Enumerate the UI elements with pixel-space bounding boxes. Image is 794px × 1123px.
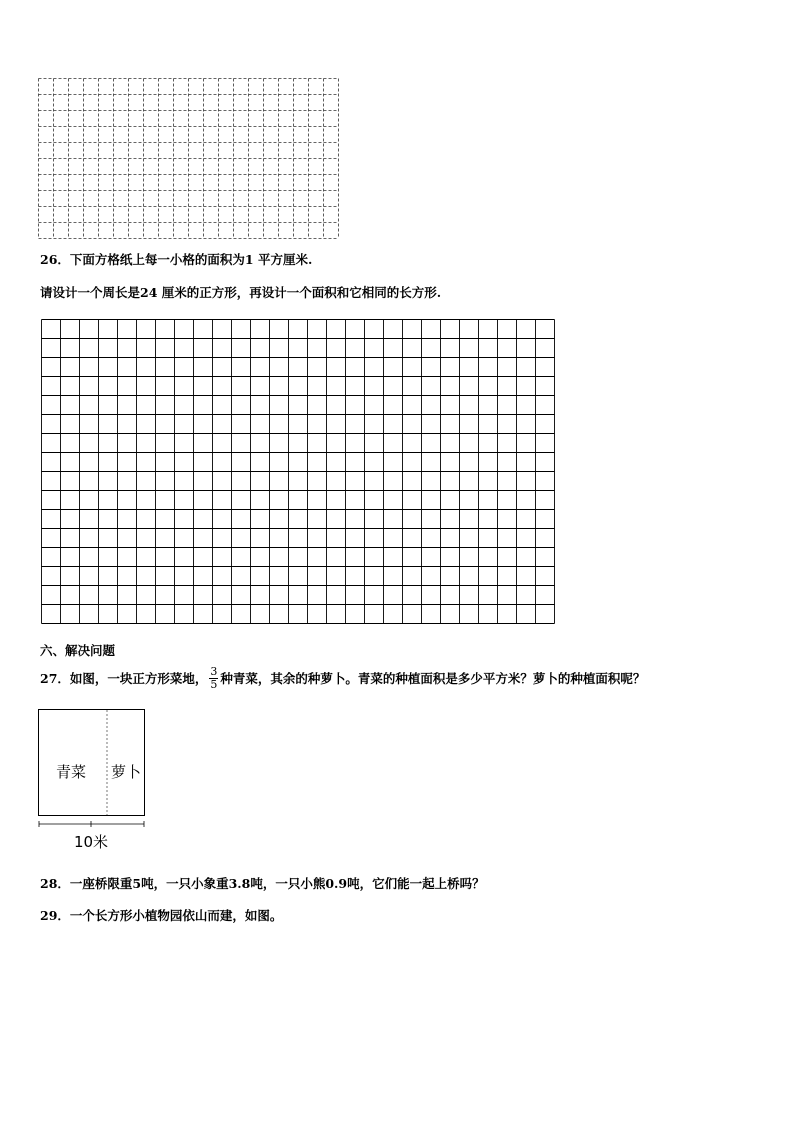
label-cabbage: 青菜	[55, 763, 87, 781]
dashed-grid	[37, 77, 341, 240]
question-text: 一个长方形小植物园依山而建，如图。	[69, 908, 283, 923]
question-text: 下面方格纸上每一小格的面积为1 平方厘米.	[69, 252, 313, 267]
question-text: 一座桥限重5吨，一只小象重3.8吨，一只小熊0.9吨，它们能一起上桥吗？	[69, 876, 485, 891]
question-text: 请设计一个周长是24 厘米的正方形，再设计一个面积和它相同的长方形.	[40, 285, 442, 300]
vegetable-plot-figure	[34, 705, 152, 855]
section-title: 六、解决问题	[40, 643, 116, 658]
question-29	[40, 906, 282, 924]
question-number: 29．	[40, 908, 70, 923]
dimension-label: 10米	[73, 833, 109, 851]
fraction-numerator: 3	[210, 664, 218, 678]
fraction	[209, 666, 218, 691]
question-28	[40, 874, 485, 892]
question-26-line2	[40, 283, 441, 301]
question-26-line1	[40, 250, 312, 268]
question-27	[40, 662, 645, 694]
question-number: 26．	[40, 252, 70, 267]
grid-paper	[40, 318, 557, 624]
fraction-denominator: 5	[210, 677, 218, 691]
question-text-after: 种青菜，其余的种萝卜。青菜的种植面积是多少平方米？萝卜的种植面积呢？	[220, 671, 646, 686]
label-radish: 萝卜	[110, 763, 142, 781]
question-number: 28．	[40, 876, 70, 891]
question-text-before: 如图，一块正方形菜地，	[69, 671, 208, 686]
question-number: 27．	[40, 671, 70, 686]
